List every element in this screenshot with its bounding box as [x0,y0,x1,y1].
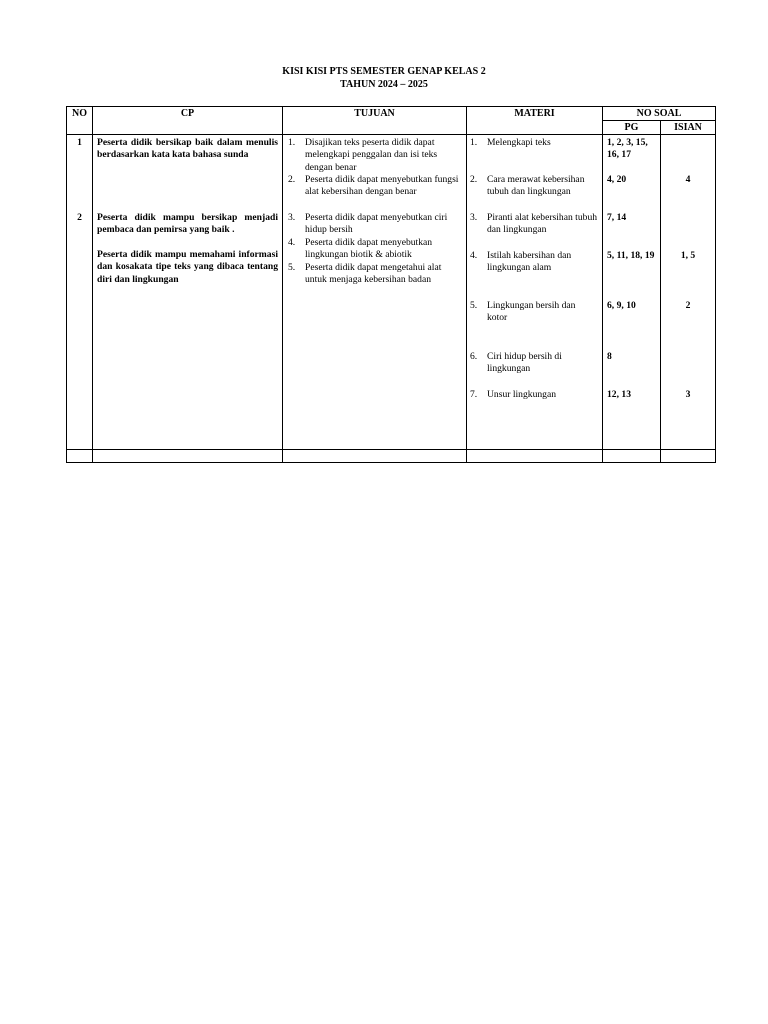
pg-cell [603,135,661,450]
row-number: 2 [77,212,82,223]
item-text: Peserta didik dapat menyebutkan ciri hidup bersih [305,212,448,236]
pg-value: 5, 11, 18, 19 [607,250,655,261]
empty-row [67,450,716,463]
cp-item: Peserta didik bersikap baik dalam menulis berdasarkan kata kata bahasa sunda [97,137,278,161]
item-number: 6. [470,351,478,362]
item-number: 7. [470,389,478,400]
header-cp: CP [93,107,283,135]
list-item [470,174,598,199]
empty-cell [661,450,716,463]
list-item [470,137,598,149]
pg-value: 4, 20 [607,174,627,185]
pg-value: 6, 9, 10 [607,300,636,311]
item-text: Lingkungan bersih dan kotor [487,300,576,324]
cp-item: Peserta didik mampu memahami informasi dan kosakata tipe teks yang dibaca tentang diri dan lingkungan [97,249,278,285]
row-number: 1 [77,137,82,148]
list-item [288,262,462,287]
title-line-1: KISI KISI PTS SEMESTER GENAP KELAS 2 [282,66,486,77]
header-no-soal: NO SOAL [603,107,716,121]
tujuan-cell [283,135,467,450]
empty-cell [283,450,467,463]
pg-value: 8 [607,351,612,362]
item-number: 1. [288,137,296,148]
isian-value: 2 [685,300,691,311]
empty-cell [93,450,283,463]
item-text: Peserta didik dapat menyebutkan lingkungan biotik & abiotik [305,237,433,261]
header-tujuan: TUJUAN [283,107,467,135]
list-item [288,212,462,237]
item-text: Cara merawat kebersihan tubuh dan lingkungan [487,174,585,198]
list-item [288,174,462,199]
list-item [470,300,598,325]
empty-cell [603,450,661,463]
item-number: 4. [470,250,478,261]
item-number: 5. [288,262,296,273]
item-text: Disajikan teks peserta didik dapat melengkapi penggalan dan isi teks dengan benar [305,137,438,173]
document-title [0,66,768,91]
item-number: 2. [470,174,478,185]
header-no: NO [67,107,93,135]
item-number: 4. [288,237,296,248]
item-text: Istilah kabersihan dan lingkungan alam [487,250,572,274]
list-item [288,237,462,262]
pg-value: 1, 2, 3, 15, 16, 17 [607,137,648,161]
cp-item: Peserta didik mampu bersikap menjadi pembaca dan pemirsa yang baik . [97,212,278,236]
kisi-kisi-table [66,106,716,463]
isian-value: 3 [685,389,691,400]
item-number: 2. [288,174,296,185]
list-item [470,250,598,275]
item-number: 3. [288,212,296,223]
empty-cell [467,450,603,463]
isian-value: 1, 5 [680,250,696,261]
pg-value: 7, 14 [607,212,627,223]
item-text: Peserta didik dapat mengetahui alat untuk menjaga kebersihan badan [305,262,442,286]
list-item [470,351,598,376]
isian-cell [661,135,716,450]
pg-value: 12, 13 [607,389,631,400]
header-isian: ISIAN [661,121,716,135]
no-cell [67,135,93,450]
empty-cell [67,450,93,463]
header-row [67,107,716,121]
item-number: 3. [470,212,478,223]
item-number: 1. [470,137,478,148]
header-pg: PG [603,121,661,135]
item-text: Piranti alat kebersihan tubuh dan lingkungan [487,212,598,236]
table-row [67,135,716,450]
item-text: Ciri hidup bersih di lingkungan [487,351,562,375]
list-item [470,389,598,401]
cp-cell [93,135,283,450]
item-number: 5. [470,300,478,311]
header-materi: MATERI [467,107,603,135]
item-text: Unsur lingkungan [487,389,557,400]
title-line-2: TAHUN 2024 – 2025 [340,78,428,90]
materi-cell [467,135,603,450]
list-item [288,137,462,174]
list-item [470,212,598,237]
item-text: Peserta didik dapat menyebutkan fungsi alat kebersihan dengan benar [305,174,459,198]
isian-value: 4 [685,174,691,185]
item-text: Melengkapi teks [487,137,551,148]
